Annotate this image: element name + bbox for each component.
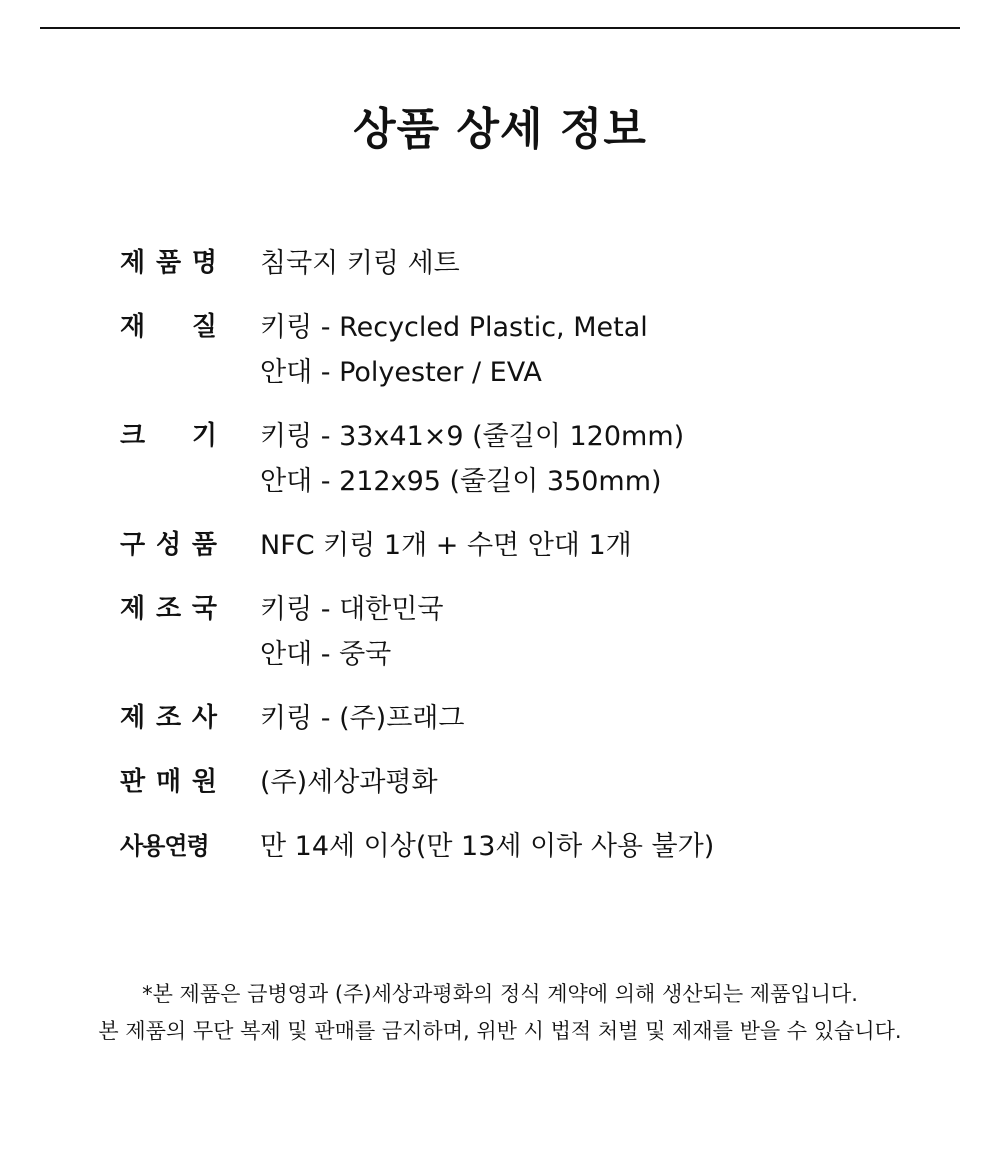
footnote-line-1: *본 제품은 금병영과 (주)세상과평화의 정식 계약에 의해 생산되는 제품입니다.	[142, 982, 858, 1006]
spec-label: 재 질	[120, 312, 217, 342]
spec-value: NFC 키링 1개 + 수면 안대 1개	[260, 530, 632, 561]
spec-row	[120, 414, 940, 504]
top-divider	[40, 27, 960, 29]
spec-value: 침국지 키링 세트	[260, 248, 460, 279]
spec-label: 제 조 사	[120, 703, 217, 733]
spec-value: 만 14세 이상(만 13세 이하 사용 불가)	[260, 831, 715, 862]
spec-values	[260, 523, 632, 568]
spec-values	[260, 824, 714, 869]
spec-value: 안대 - 212x95 (줄길이 350mm)	[260, 466, 662, 497]
spec-value: 키링 - 33x41×9 (줄길이 120mm)	[260, 421, 685, 452]
spec-label: 크 기	[120, 421, 217, 451]
spec-row	[120, 587, 940, 677]
spec-label: 사용연령	[120, 832, 209, 860]
spec-values	[260, 305, 648, 395]
spec-values	[260, 241, 460, 286]
spec-values	[260, 696, 464, 741]
spec-values	[260, 587, 443, 677]
spec-table	[120, 241, 940, 888]
spec-value: 키링 - Recycled Plastic, Metal	[260, 312, 648, 343]
spec-label: 제 품 명	[120, 248, 217, 278]
spec-label: 제 조 국	[120, 594, 217, 624]
spec-row	[120, 760, 940, 805]
spec-row	[120, 241, 940, 286]
spec-values	[260, 414, 684, 504]
footnote-line-2: 본 제품의 무단 복제 및 판매를 금지하며, 위반 시 법적 처벌 및 제재를 받을 수 있습니다.	[98, 1019, 902, 1043]
spec-value: 키링 - (주)프래그	[260, 703, 465, 734]
spec-row	[120, 824, 940, 869]
spec-value: (주)세상과평화	[260, 767, 438, 798]
spec-row	[120, 696, 940, 741]
spec-value: 안대 - Polyester / EVA	[260, 357, 542, 388]
page-title: 상품 상세 정보	[353, 104, 647, 155]
spec-label: 판 매 원	[120, 767, 217, 797]
spec-row	[120, 523, 940, 568]
spec-label: 구 성 품	[120, 530, 217, 560]
spec-value: 안대 - 중국	[260, 639, 392, 670]
footnote	[0, 976, 1000, 1050]
spec-row	[120, 305, 940, 395]
spec-value: 키링 - 대한민국	[260, 594, 444, 625]
spec-values	[260, 760, 438, 805]
